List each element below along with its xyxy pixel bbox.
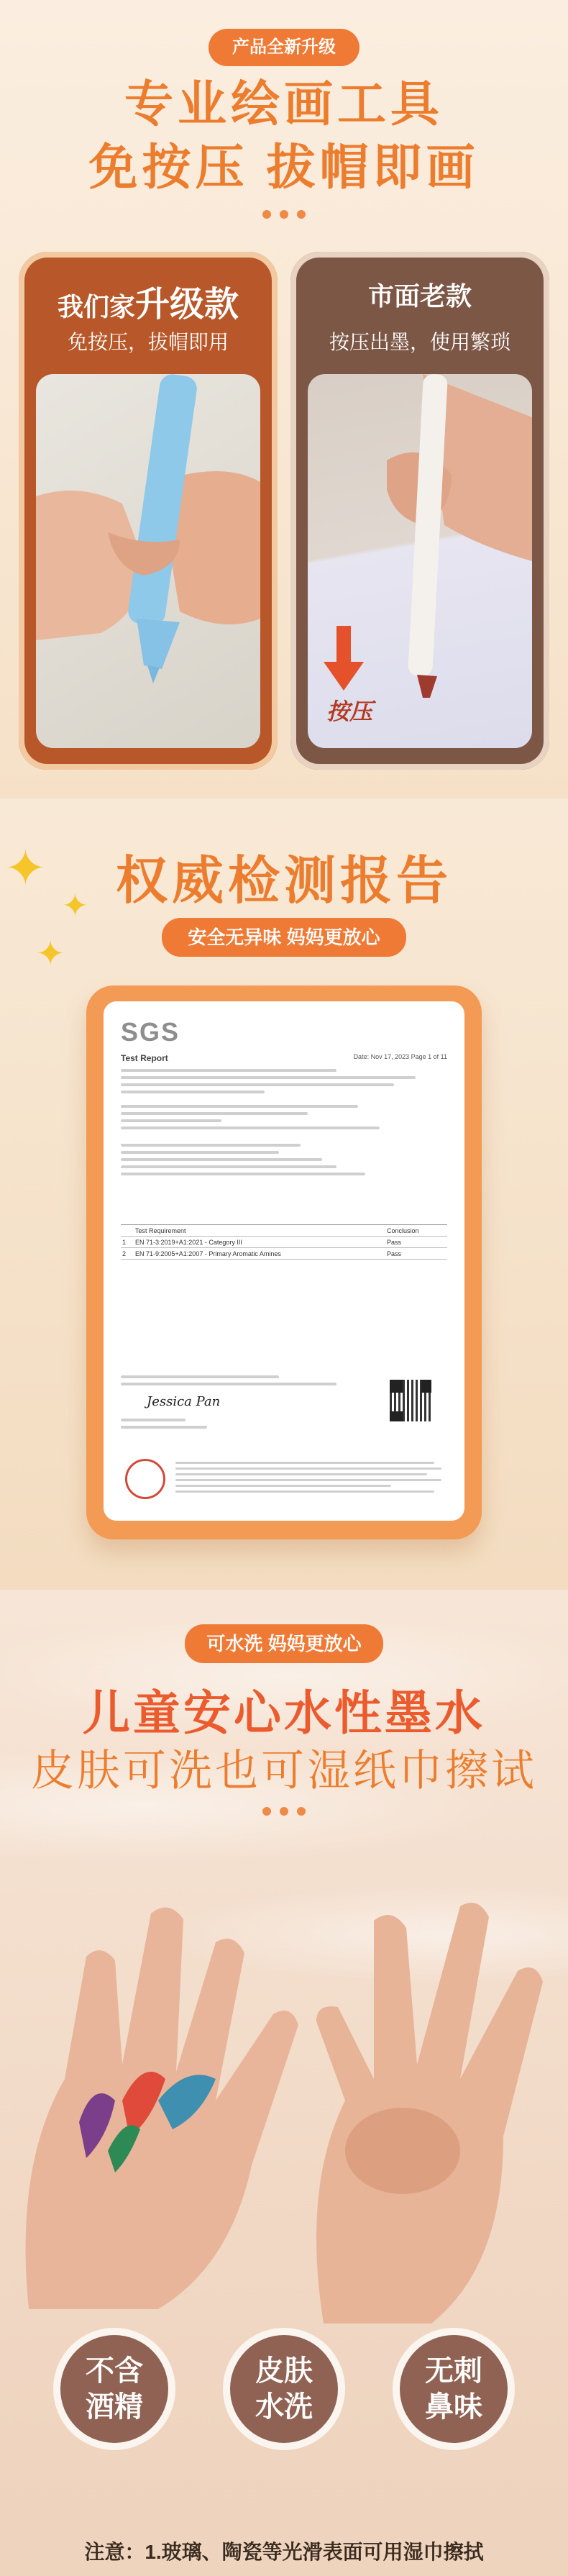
table-row: 1 EN 71-3:2019+A1:2021 - Category III Pass	[121, 1237, 447, 1248]
badge-no-alcohol: 不含 酒精	[60, 2335, 168, 2443]
old-model-subtitle: 按压出墨，使用繁琐	[329, 331, 510, 353]
hand-pressing-white-marker-image	[308, 374, 532, 748]
sparkle-icon: ✦	[62, 888, 88, 924]
upgrade-section	[0, 0, 568, 798]
qr-code-icon	[388, 1378, 433, 1423]
badge-skin-washable: 皮肤 水洗	[230, 2335, 338, 2443]
sgs-logo: SGS	[121, 1017, 180, 1047]
table-row: 2 EN 71-9:2005+A1:2007 - Primary Aromatic Amines Pass	[121, 1248, 447, 1260]
new-model-title-prefix: 我们家	[57, 292, 135, 322]
sparkle-icon: ✦	[4, 840, 47, 896]
report-meta: Date: Nov 17, 2023 Page 1 of 11	[353, 1053, 447, 1060]
certificate-document	[104, 1001, 464, 1521]
test-tag: 安全无异味 妈妈更放心	[162, 918, 406, 957]
child-hands-image	[0, 1863, 568, 2367]
hand-holding-blue-marker-image	[36, 374, 260, 748]
washable-heading-line1: 儿童安心水性墨水	[83, 1686, 485, 1739]
washable-tag: 可水洗 妈妈更放心	[185, 1624, 383, 1663]
washable-heading-line2: 皮肤可洗也可湿纸巾擦试	[31, 1747, 537, 1795]
cleaning-note: 注意：1.玻璃、陶瓷等光滑表面可用湿巾擦拭	[84, 2541, 484, 2563]
painted-hand	[26, 1908, 298, 2309]
old-model-card	[290, 252, 549, 770]
washable-section	[0, 1590, 568, 2576]
upgrade-heading-line2: 免按压 拔帽即画	[88, 140, 480, 195]
certificate-frame	[86, 986, 482, 1539]
decor-dots	[262, 1807, 306, 1816]
sparkle-icon: ✦	[36, 935, 65, 973]
new-model-photo	[36, 374, 260, 748]
upgrade-tag: 产品全新升级	[209, 29, 359, 66]
new-model-card	[19, 252, 278, 770]
test-report-section	[0, 798, 568, 1590]
test-requirement-table	[121, 1224, 447, 1260]
signature: Jessica Pan	[147, 1394, 221, 1409]
test-heading: 权威检测报告	[115, 852, 452, 910]
decor-dots	[262, 210, 306, 219]
old-model-title: 市面老款	[367, 281, 472, 311]
new-model-title-big: 升级款	[135, 286, 239, 324]
table-header-row: Test Requirement Conclusion	[121, 1225, 447, 1237]
press-label: 按压	[326, 698, 373, 724]
badge-no-odor: 无刺 鼻味	[400, 2335, 508, 2443]
report-title: Test Report	[121, 1053, 168, 1063]
old-model-photo	[308, 374, 532, 748]
certification-seal-icon	[125, 1459, 165, 1499]
upgrade-heading-line1: 专业绘画工具	[124, 77, 444, 132]
new-model-subtitle: 免按压，拔帽即用	[67, 331, 229, 353]
washed-hand	[316, 1903, 543, 2324]
new-model-title	[19, 276, 278, 326]
